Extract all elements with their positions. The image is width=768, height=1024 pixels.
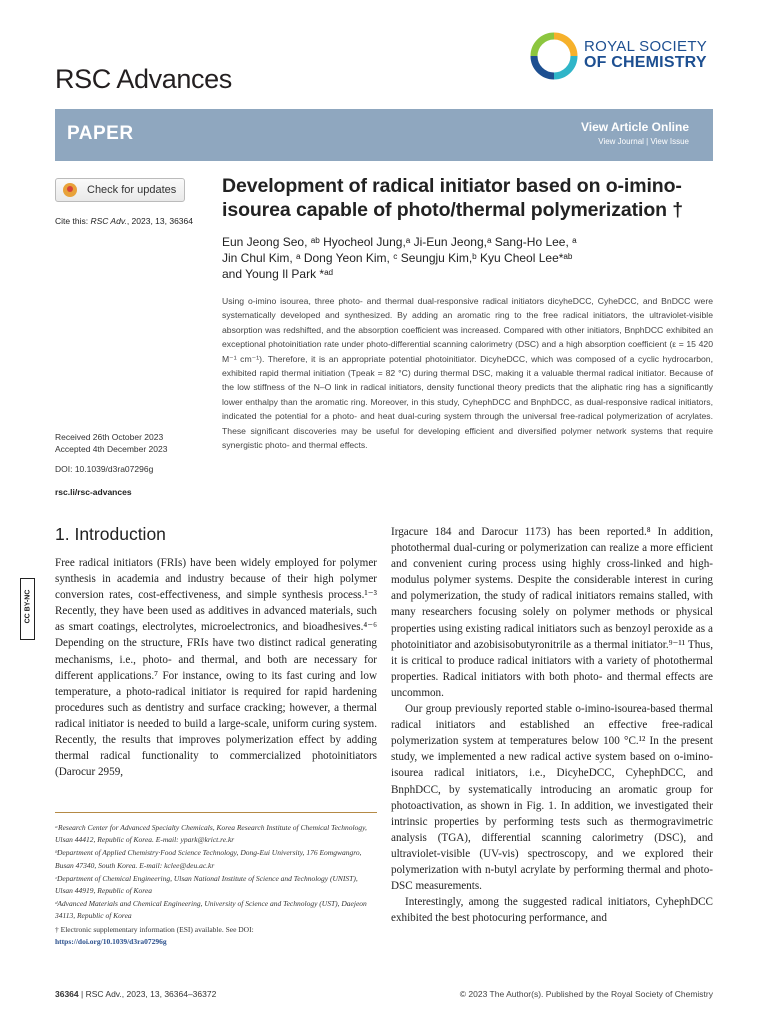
check-for-updates-button[interactable] [55,178,185,202]
affiliation-c: ᶜDepartment of Chemical Engineering, Ulsan National Institute of Science and Technology (UNIST), Ulsan 44919, Republic of Korea [55,873,358,896]
publisher-line1: ROYAL SOCIETY [584,38,708,55]
abstract: Using o-imino isourea, three photo- and thermal dual-responsive radical initiators dicyheDCC, CyheDCC, and BnDCC were systematically developed and synthesized. By adding an aromatic ring to the free radical initiators, the ultraviolet-visible absorption was redshifted, and the absorption coefficient was increased. Compared with other initiators, BnphDCC exhibited an exceptional photoinitiation rate under photo-differential scanning calorimetry (DSC) and a high absorption coefficient (ε = 15 420 M⁻¹ cm⁻¹). Therefore, it is an appropriate potential photoinitiator. DicyheDCC, which was composed of a cyclic hydrocarbon, exhibited rapid thermal initiation (Tpeak = 82 °C) during thermal DSC, making it a valuable thermal radical initiator. Because of the low stiffness of the N–O link in radical initiators, density functional theory predicts that the aliphatic ring has a significantly lower enthalpy than the aromatic ring. Moreover, in this study, CyhephDCC and BnphDCC, as dual-responsive radical initiators, indicated the potential for a photo- and heat dual-curing system through the universal free-radical polymerization of acrylates. These significant discoveries may be useful for developing efficient and diversified polymer network systems that require synergistic photo- and thermal effects. [222,296,713,451]
cc-by-nc-license-icon[interactable] [20,578,35,640]
article-type-banner [55,109,713,161]
esi-doi-link[interactable]: https://doi.org/10.1039/d3ra07296g [55,936,167,946]
intro-paragraph-1: Free radical initiators (FRIs) have been widely employed for polymer synthesis in academia and industry because of their high polymer conversion rates, cost-effectiveness, and simple synthesis process.¹⁻³ Recently, they have been used as additives in advanced materials, such as smart coatings, electrolytes, microelectronics, and bioadhesives.⁴⁻⁶ Depending on the structure, FRIs have two distinct radical generating mechanisms, i.e., photo- and thermal, and both are necessary for different applications.⁷ For instance, owing to its fast curing and low temperature, a photo-radical initiator is required for rapid hardening procedures such as dentistry and surface cracking; however, a thermal radical initiator is needed to build a large-scale, uniform curing system. Recently, the results that improves polymerization effect by adding thermal radical functionality to commercialized photoinitiators (Darocur 2959, [55,557,377,779]
rsc-logo-icon [530,32,578,80]
footnote-divider [55,812,377,813]
check-for-updates-label: Check for updates [87,184,177,196]
journal-link[interactable]: rsc.li/rsc-advances [55,487,132,497]
author-line-2: Jin Chul Kim, ᵃ Dong Yeon Kim, ᶜ Seungju Kim,ᵇ Kyu Cheol Lee*ᵃᵇ [222,251,573,265]
footnotes [55,822,377,949]
rsc-logo[interactable] [530,32,716,80]
article-type: PAPER [67,123,134,144]
update-badge-icon [63,183,77,197]
author-line-3: and Young Il Park *ᵃᵈ [222,267,334,281]
footer-citation [55,989,216,999]
journal-issue-links [598,137,689,146]
affiliation-d: ᵈAdvanced Materials and Chemical Engineering, University of Science and Technology (UST), Daejeon 34113, Republic of Korea [55,899,367,921]
footer-journal-ref: | RSC Adv., 2023, 13, 36364–36372 [78,989,217,999]
received-date: Received 26th October 2023 [55,432,164,442]
cite-journal: RSC Adv. [90,216,127,226]
affiliation-a: ᵃResearch Center for Advanced Specialty Chemicals, Korea Research Institute of Chemical Technology, Ulsan 44412, Republic of Korea. E-mail: ypark@krict.re.kr [55,823,367,845]
doi[interactable]: DOI: 10.1039/d3ra07296g [55,464,154,474]
view-journal-link[interactable]: View Journal [598,137,644,146]
body-column-left [55,555,377,780]
license-label: CC BY-NC [24,589,32,624]
view-article-online-link[interactable]: View Article Online [580,120,689,134]
cite-rest: , 2023, 13, 36364 [126,216,193,226]
cite-prefix: Cite this: [55,216,91,226]
cite-this [55,216,193,226]
intro-paragraph-3: Our group previously reported stable o-imino-isourea-based thermal radical initiators and established an effective free-radical polymerization system at temperatures below 100 °C.¹² In the present study, we implemented a new radical active system based on o-imino-isourea radical initiators, i.e., DicyheDCC, CyhephDCC, and BnphDCC, by systematically introducing an aromatic group for photoactivation, as shown in Fig. 1. In addition, we investigated their intrinsic properties by performing tests such as thermogravimetric analysis (TGA), differential scanning calorimetry (DSC), and ultraviolet-visible (UV-vis) spectroscopy, and we explored their polymerization with n-butyl acrylate by performing thermal and photo-DSC measurements. [391,703,713,893]
page-number: 36364 [55,989,79,999]
footer-copyright: © 2023 The Author(s). Published by the Royal Society of Chemistry [459,989,713,999]
accepted-date: Accepted 4th December 2023 [55,444,168,454]
intro-paragraph-4: Interestingly, among the suggested radical initiators, CyhephDCC exhibited the best photocuring performance, and [391,896,713,925]
journal-title: RSC Advances [55,64,232,94]
article-title: Development of radical initiator based on o-imino-isourea capable of photo/thermal polymerization † [222,175,684,221]
author-line-1: Eun Jeong Seo, ᵃᵇ Hyocheol Jung,ᵃ Ji-Eun Jeong,ᵃ Sang-Ho Lee, ᵃ [222,235,577,249]
link-separator: | [643,137,651,146]
esi-note: † Electronic supplementary information (ESI) available. See DOI: [55,924,254,934]
intro-paragraph-2: Irgacure 184 and Darocur 1173) has been reported.⁸ In addition, photothermal dual-curing or polymerization can realize a more efficient and convenient curing process using highly cross-linked and high-modulus polymer systems. Despite the considerable interest in curing and polymerization, the study of radical initiators remains stalled, with many researchers focusing solely on polymer methods or physical properties using existing radical initiators such as benzoyl peroxide as a photoinitiator and azobisisobutyronitrile as a thermal initiator.⁹⁻¹¹ Thus, it is critical to produce radical initiators with a variety of photothermal properties. Radical initiators with both photo- and thermal effects are uncommon. [391,526,713,699]
affiliation-b: ᵇDepartment of Applied Chemistry·Food Science Technology, Dong-Eui University, 176 Eomgwangro, Busan 47340, South Korea. E-mail: kclee@deu.ac.kr [55,848,362,870]
body-column-right [391,524,713,926]
section-heading: 1. Introduction [55,524,166,544]
view-issue-link[interactable]: View Issue [650,137,689,146]
author-list [222,234,722,282]
publisher-line2: OF CHEMISTRY [584,54,707,71]
